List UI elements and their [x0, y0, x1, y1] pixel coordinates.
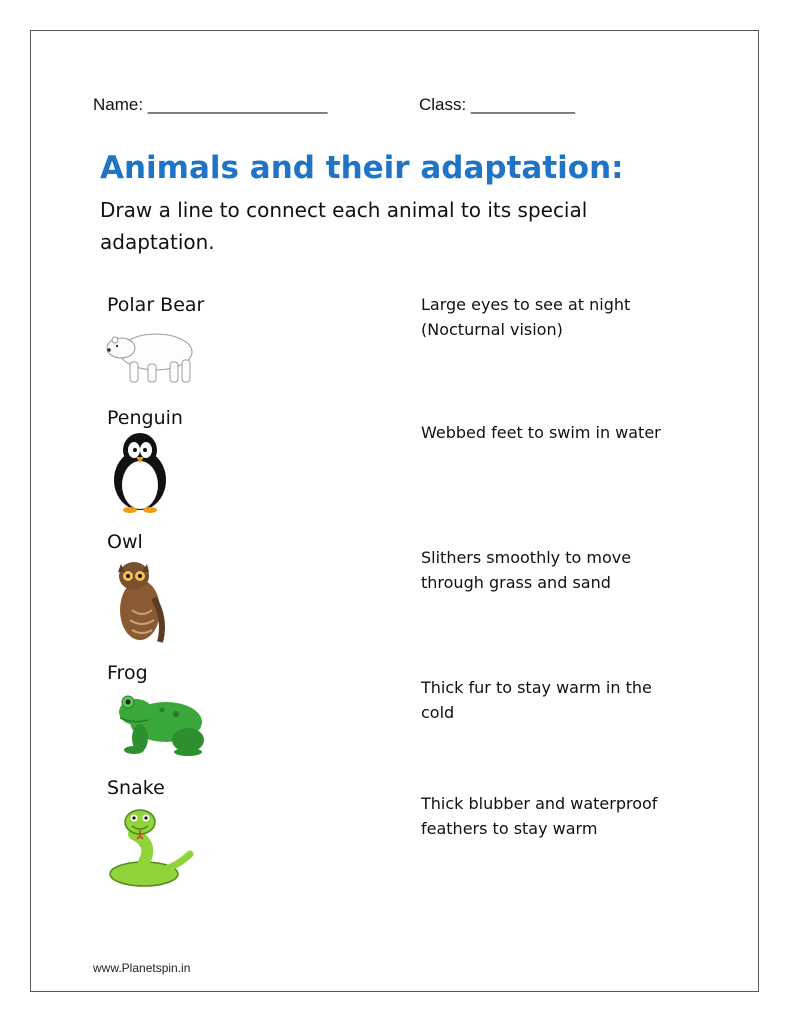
adaptation-item: Thick blubber and waterproof feathers to stay warm [421, 794, 658, 838]
polar-bear-icon [104, 324, 199, 386]
adaptation-item: Webbed feet to swim in water [421, 423, 661, 442]
page-title: Animals and their adaptation: [100, 150, 624, 186]
footer-website: www.Planetspin.in [93, 961, 191, 975]
instructions: Draw a line to connect each animal to its special adaptation. [100, 198, 588, 254]
animal-label-polar-bear: Polar Bear [107, 294, 205, 316]
adaptation-item: Slithers smoothly to move through grass and sand [421, 548, 632, 592]
animal-label-penguin: Penguin [107, 407, 183, 429]
owl-icon [112, 558, 170, 644]
class-field-label: Class: ___________ [419, 95, 575, 114]
frog-icon [114, 688, 206, 758]
adaptation-item: Large eyes to see at night (Nocturnal vision) [421, 295, 631, 339]
animal-label-owl: Owl [107, 531, 143, 553]
name-field-label: Name: ___________________ [93, 95, 328, 114]
snake-icon [104, 804, 194, 890]
penguin-icon [108, 430, 172, 515]
animal-label-frog: Frog [107, 662, 148, 684]
animal-label-snake: Snake [107, 777, 165, 799]
adaptation-item: Thick fur to stay warm in the cold [421, 678, 652, 722]
